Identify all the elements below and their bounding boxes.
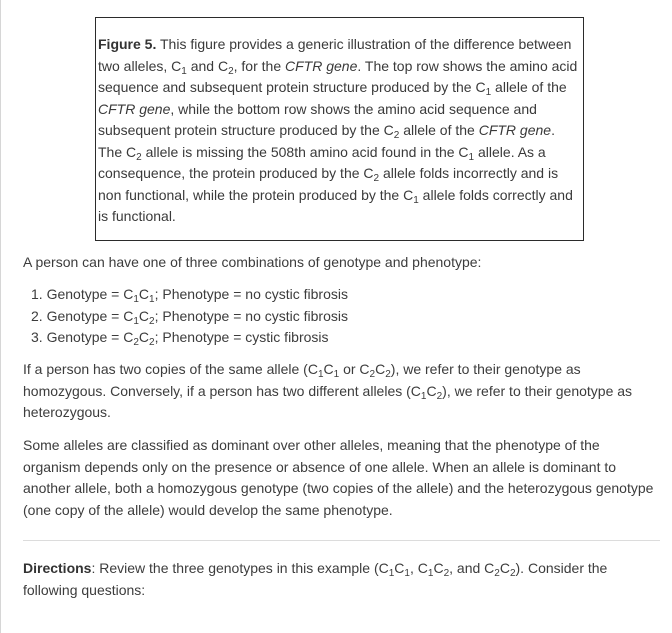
caption-text: , for the	[233, 57, 285, 74]
subscript: 1	[181, 65, 187, 77]
subscript: 2	[228, 65, 234, 77]
caption-text: allele of the	[491, 79, 567, 95]
gene-name: CFTR gene	[478, 122, 552, 138]
subscript: 2	[393, 130, 400, 141]
dominance-paragraph: Some alleles are classified as dominant over other alleles, meaning that the phenotype of the organism depends only on the presence or absence of one allele. When an allele is dominant to another allele, both a homozygous genotype (two copies of the allele) and the heterozygous genotype (one copy of the allele) would develop the same phenotype.	[23, 437, 654, 518]
caption-text: allele folds correctly and is functional.	[98, 186, 573, 224]
gene-name: CFTR gene	[98, 100, 171, 117]
homozygous-paragraph: If a person has two copies of the same allele ($C_1C_1$ or $C_2C_2$), we refer to their genotype as homozygous. Conversely, if a person has two different alleles $(C_1C_2)$, we refer to their genotype as heterozygous.	[23, 361, 633, 420]
figure-caption-box	[95, 17, 584, 241]
list-item: 3. Genotype = $C_2C_2$; Phenotype = cystic fibrosis	[31, 329, 329, 348]
list-item: 2. Genotype = $C_1C_2$; Phenotype = no cystic fibrosis	[31, 307, 348, 327]
subscript: 2	[373, 173, 380, 184]
figure-label: Figure 5.	[98, 36, 157, 52]
gene-name: CFTR gene	[285, 57, 358, 74]
caption-text: allele is missing the 508th amino acid found in the C	[141, 143, 469, 160]
section-divider	[23, 540, 660, 541]
caption-text: . The C	[98, 122, 555, 160]
caption-text: and C	[186, 57, 229, 74]
directions-label: Directions	[23, 560, 92, 576]
directions-paragraph: Directions: Review the three genotypes in this example ($C_1C_1$, $C_1C_2$, and $C_2C_2$). Consider the following questions:	[23, 560, 608, 598]
subscript: 2	[136, 151, 142, 163]
caption-text: allele of the	[399, 122, 479, 138]
subscript: 1	[413, 194, 419, 206]
caption-text: allele folds incorrectly and is non functional, while the protein produced by the C	[98, 165, 559, 203]
caption-text: allele. As a consequence, the protein produced by the C	[98, 143, 546, 181]
subscript: 1	[468, 151, 475, 163]
caption-text: . The top row shows the amino acid sequence and subsequent protein structure produced by the C	[98, 57, 578, 95]
list-item: 1. Genotype = $C_1C_1$; Phenotype = no cystic fibrosis	[31, 286, 348, 305]
subscript: 1	[485, 87, 492, 98]
genotype-list	[31, 284, 348, 349]
caption-text: , while the bottom row shows the amino acid sequence and subsequent protein structure produced by the C	[98, 100, 537, 138]
caption-text: This figure provides a generic illustration of the difference between two alleles, C	[98, 36, 572, 74]
intro-paragraph: A person can have one of three combinations of genotype and phenotype:	[23, 254, 482, 270]
